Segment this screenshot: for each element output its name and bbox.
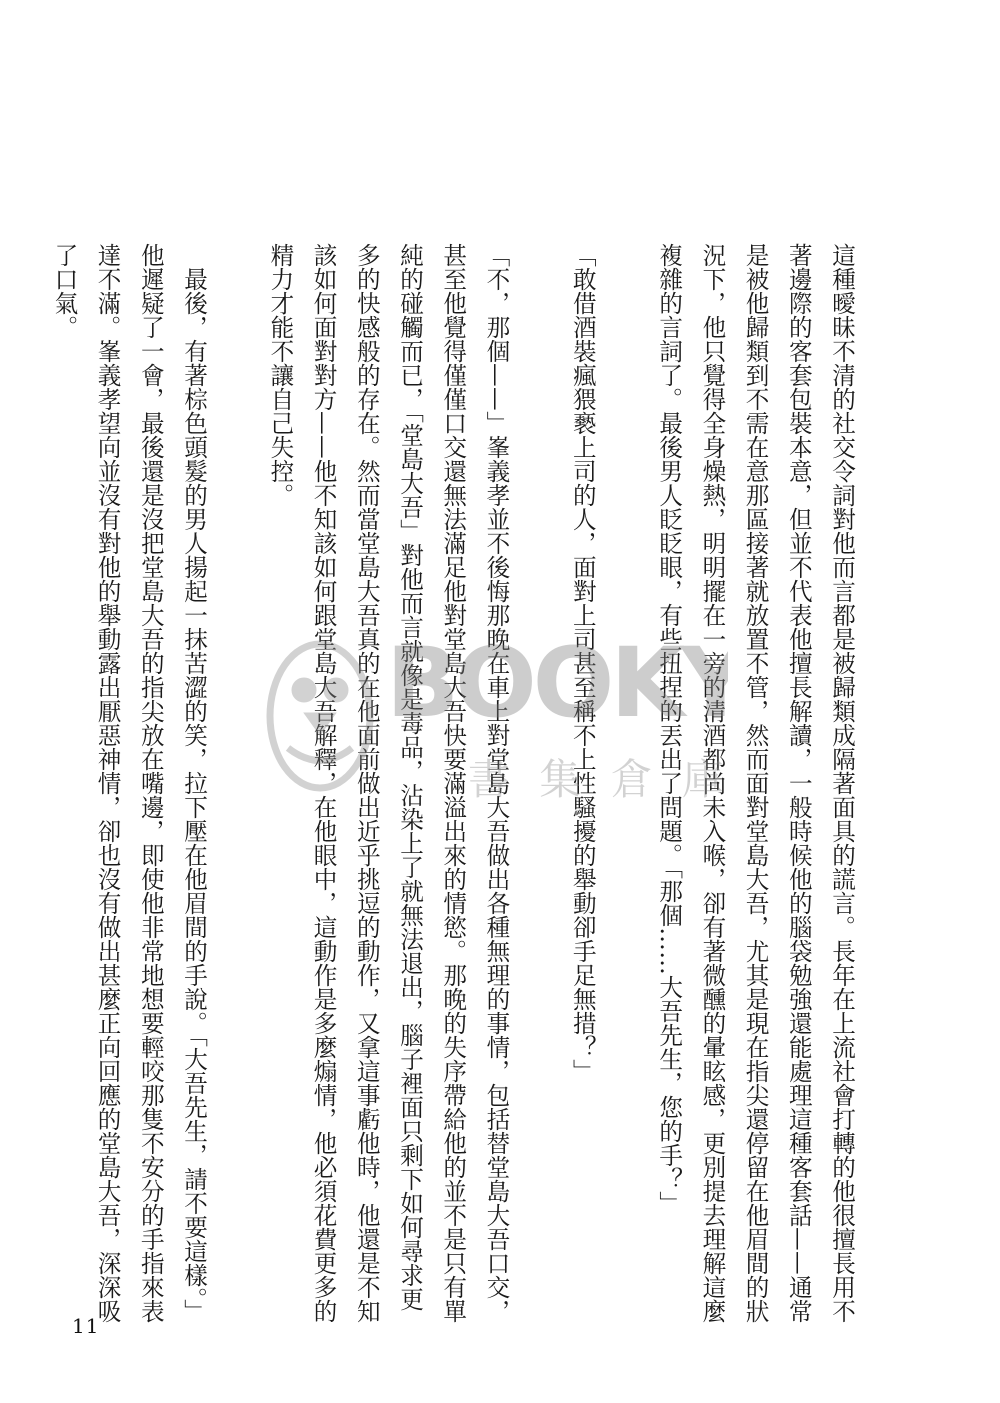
vertical-text-block	[50, 243, 863, 1323]
paragraph-3: 「不，那個——」峯義孝並不後悔那晚在車上對堂島大吾做出各種無理的事情，包括替堂島大吾口交，甚至他覺得僅僅口交還無法滿足他對堂島大吾快要滿溢出來的情慾。那晚的失序帶給他的並不是只有單純的碰觸而已，「堂島大吾」對他而言就像是毒品，沾染上了就無法退出，腦子裡面只剩下如何尋求更多的快感般的存在。然而當堂島大吾真的在他面前做出近乎挑逗的動作，又拿這事虧他時，他還是不知該如何面對對方——他不知該如何跟堂島大吾解釋，在他眼中，這動作是多麼煽情，他必須花費更多的精力才能不讓自己失控。	[266, 243, 511, 1323]
page-number: 11	[72, 1314, 100, 1338]
booky-logo-text: BOOKY	[386, 627, 728, 739]
paragraph-1: 這種曖昧不清的社交令詞對他而言都是被歸類成隔著面具的謊言。長年在上流社會打轉的他很擅長用不著邊際的客套包裝本意，但並不代表他擅長解讀，一般時候他的腦袋勉強還能處理這種客套話——通常是被他歸類到不需在意那區接著就放置不管，然而面對堂島大吾，尤其是現在指尖還停留在他眉間的狀況下，他只覺得全身燥熱，明明擺在一旁的清酒都尚未入喉，卻有著微醺的暈眩感，更別提去理解這麼複雜的言詞了。最後男人眨眨眼，有些扭捏的丟出了問題。「那個……大吾先生，您的手？」	[655, 243, 856, 1323]
paragraph-2: 「敢借酒裝瘋猥褻上司的人，面對上司甚至稱不上性騷擾的舉動卻手足無措？」	[568, 243, 597, 1083]
booky-sub-text: 書 集 倉 庫	[468, 755, 728, 804]
paragraph-4: 最後，有著棕色頭髮的男人揚起一抹苦澀的笑，拉下壓在他眉間的手說。「大吾先生，請不要這樣。」他遲疑了一會，最後還是沒把堂島大吾的指尖放在嘴邊，即使他非常地想要輕咬那隻不安分的手指來表達不滿。峯義孝望向並沒有對他的舉動露出厭惡神情，卻也沒有做出甚麼正向回應的堂島大吾，深深吸了口氣。	[50, 243, 208, 1323]
